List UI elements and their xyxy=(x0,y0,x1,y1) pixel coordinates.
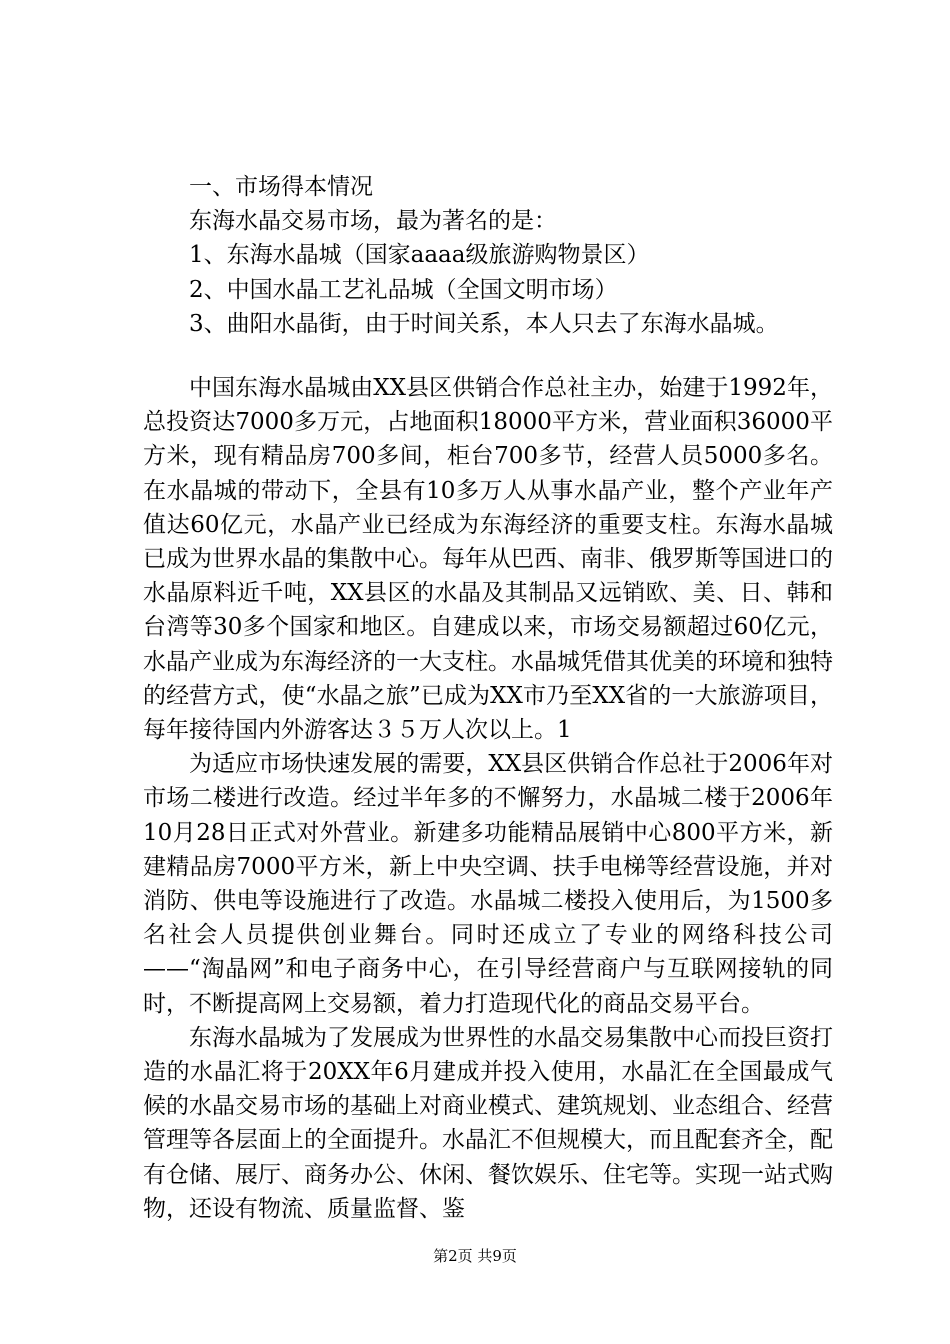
list-item: 2、中国水晶工艺礼品城（全国文明市场） xyxy=(189,276,618,303)
section-heading: 一、市场得本情况 xyxy=(189,174,373,200)
paragraph: 中国东海水晶城由XX县区供销合作总社主办，始建于1992年，总投资达7000多万元，占地面积18000平方米，营业面积36000平方米，现有精品房700多间，柜台700多节，经营人员5000多名。在水晶城的带动下，全县有10多万人从事水晶产业，整个产业年产值达60亿元，水晶产业已经成为东海经济的重要支柱。东海水晶城已成为世界水晶的集散中心。每年从巴西、南非、俄罗斯等国进口的水晶原料近千吨，XX县区的水晶及其制品又远销欧、美、日、韩和台湾等30多个国家和地区。自建成以来，市场交易额超过60亿元，水晶产业成为东海经济的一大支柱。水晶城凭借其优美的环境和独特的经营方式，使“水晶之旅”已成为XX市乃至XX省的一大旅游项目，每年接待国内外游客达３５万人次以上。1 xyxy=(143,375,833,744)
paragraph-gap xyxy=(143,341,833,371)
list-item: 1、东海水晶城（国家aaaa级旅游购物景区） xyxy=(189,242,650,269)
list-item: 3、曲阳水晶街，由于时间关系，本人只去了东海水晶城。 xyxy=(189,310,779,337)
document-body xyxy=(143,170,833,1226)
intro-line: 东海水晶交易市场，最为著名的是： xyxy=(189,208,557,235)
paragraph: 东海水晶城为了发展成为世界性的水晶交易集散中心而投巨资打造的水晶汇将于20XX年6月建成并投入使用，水晶汇在全国最成气候的水晶交易市场的基础上对商业模式、建筑规划、业态组合、经营管理等各层面上的全面提升。水晶汇不但规模大，而且配套齐全，配有仓储、展厅、商务办公、休闲、餐饮娱乐、住宅等。实现一站式购物，还设有物流、质量监督、鉴 xyxy=(143,1024,833,1222)
page-footer: 第2页 共9页 xyxy=(433,1247,517,1265)
paragraph: 为适应市场快速发展的需要，XX县区供销合作总社于2006年对市场二楼进行改造。经过半年多的不懈努力，水晶城二楼于2006年10月28日正式对外营业。新建多功能精品展销中心800平方米，新建精品房7000平方米，新上中央空调、扶手电梯等经营设施，并对消防、供电等设施进行了改造。水晶城二楼投入使用后，为1500多名社会人员提供创业舞台。同时还成立了专业的网络科技公司——“淘晶网”和电子商务中心，在引导经营商户与互联网接轨的同时，不断提高网上交易额，着力打造现代化的商品交易平台。 xyxy=(143,751,833,1017)
